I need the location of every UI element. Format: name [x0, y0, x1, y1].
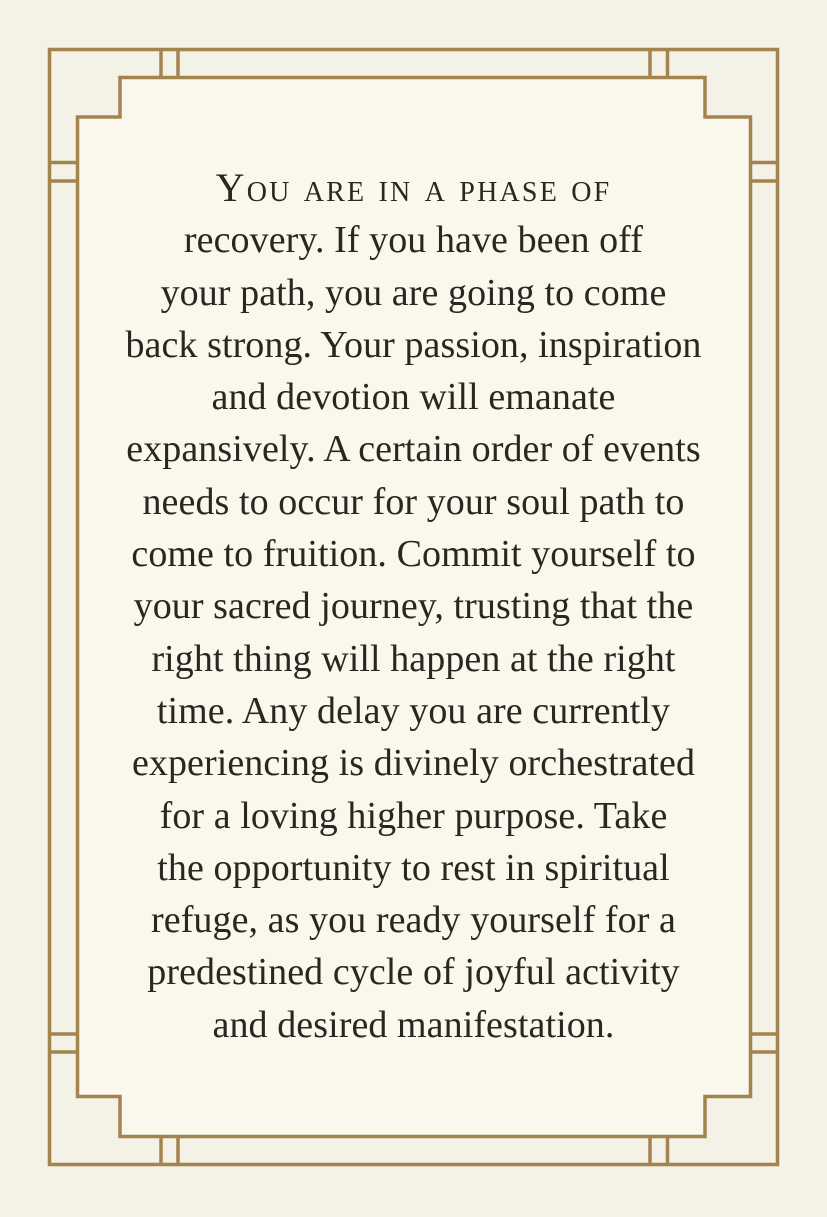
body-line: the opportunity to rest in spiritual	[157, 846, 670, 889]
card-body	[125, 214, 701, 1051]
body-line: needs to occur for your soul path to	[142, 480, 685, 523]
body-line: refuge, as you ready yourself for a	[151, 899, 676, 942]
body-line: experiencing is divinely orchestrated	[131, 742, 696, 785]
body-line: back strong. Your passion, inspiration	[125, 323, 702, 366]
body-line: and devotion will emanate	[211, 376, 616, 419]
body-line: your path, you are going to come	[160, 271, 667, 314]
body-line: predestined cycle of joyful activity	[147, 951, 680, 994]
body-line: come to fruition. Commit yourself to	[131, 533, 696, 576]
body-line: for a loving higher purpose. Take	[159, 794, 668, 837]
body-line: expansively. A certain order of events	[126, 428, 701, 471]
body-line: right thing will happen at the right	[151, 637, 676, 680]
body-line: and desired manifestation.	[212, 1003, 615, 1046]
card-text	[77, 77, 750, 1136]
card-heading: You are in a phase of	[215, 164, 612, 210]
body-line: your sacred journey, trusting that the	[133, 585, 694, 628]
body-line: time. Any delay you are currently	[156, 689, 671, 732]
body-line: recovery. If you have been off	[183, 219, 644, 262]
